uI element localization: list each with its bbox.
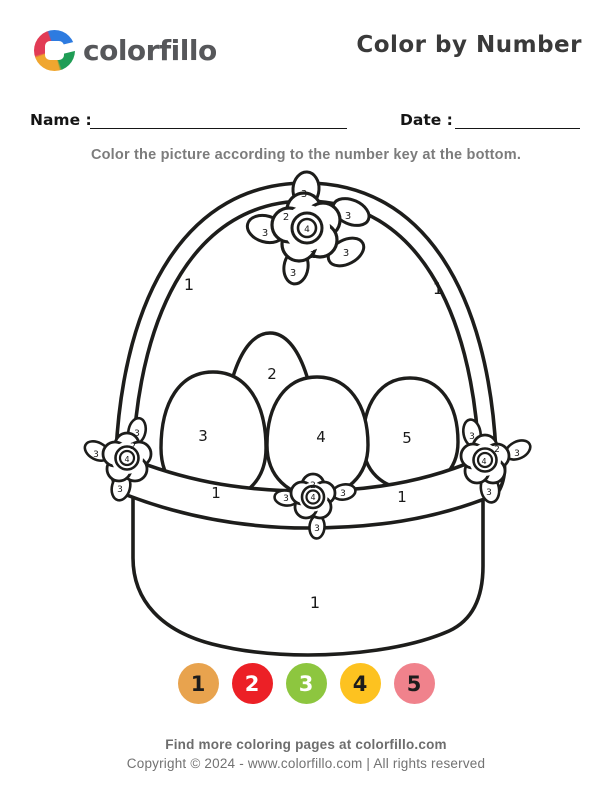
key-number-1: 1 [190, 671, 206, 696]
footer-find-more: Find more coloring pages at colorfillo.com [165, 737, 447, 752]
key-circle-5 [394, 663, 435, 704]
label-centerflower-leaf-left: 3 [283, 494, 289, 504]
label-rightflower-center: 4 [481, 457, 487, 466]
label-rightflower-leaf-right: 3 [514, 449, 520, 459]
label-topflower-leaf-top: 3 [300, 189, 308, 200]
page-title: Color by Number [356, 32, 582, 58]
key-number-4: 4 [352, 671, 368, 696]
name-label: Name : [30, 111, 92, 129]
label-band-right: 1 [397, 488, 407, 506]
label-topflower-petal-lower: 2 [309, 250, 317, 261]
label-topflower-center: 4 [304, 225, 310, 235]
key-circle-1 [178, 663, 219, 704]
label-topflower-leaf-lower-right: 3 [342, 248, 350, 259]
date-label: Date : [400, 111, 453, 129]
key-number-5: 5 [406, 671, 422, 696]
brand-name: colorfillo [83, 34, 217, 67]
label-leftflower-leaf-bottom: 3 [117, 485, 123, 495]
label-band-left: 1 [211, 484, 221, 502]
key-circle-4 [340, 663, 381, 704]
label-centerflower-petal: 2 [310, 481, 316, 491]
label-handle-right: 1 [432, 279, 444, 298]
label-centerflower-leaf-right: 3 [340, 489, 346, 499]
label-handle-left: 1 [183, 275, 195, 294]
label-leftflower-petal: 2 [130, 442, 136, 452]
label-body: 1 [309, 593, 321, 612]
label-topflower-leaf-right: 3 [344, 211, 352, 222]
label-egg-right: 5 [402, 429, 412, 447]
label-rightflower-leaf-bottom: 3 [486, 488, 492, 498]
label-egg-middle: 4 [316, 428, 326, 446]
label-leftflower-center: 4 [124, 455, 130, 464]
label-topflower-petal-upper: 2 [282, 212, 290, 223]
label-rightflower-petal: 2 [494, 445, 500, 455]
label-topflower-leaf-left: 3 [261, 228, 269, 239]
label-leftflower-leaf-left: 3 [93, 450, 99, 460]
label-centerflower-center: 4 [310, 493, 316, 502]
label-leftflower-leaf-top: 3 [134, 429, 140, 439]
key-number-2: 2 [244, 671, 260, 696]
color-key [0, 663, 612, 704]
key-number-3: 3 [298, 671, 314, 696]
label-egg-left: 3 [198, 427, 208, 445]
label-rightflower-leaf-top: 3 [469, 432, 475, 442]
key-circle-3 [286, 663, 327, 704]
label-centerflower-leaf-bottom: 3 [314, 524, 320, 534]
instruction-text: Color the picture according to the number key at the bottom. [90, 147, 522, 163]
label-topflower-leaf-bottom: 3 [289, 268, 297, 279]
footer-copyright: Copyright © 2024 - www.colorfillo.com | All rights reserved [126, 756, 486, 771]
key-circle-2 [232, 663, 273, 704]
label-egg-back: 2 [267, 365, 277, 383]
